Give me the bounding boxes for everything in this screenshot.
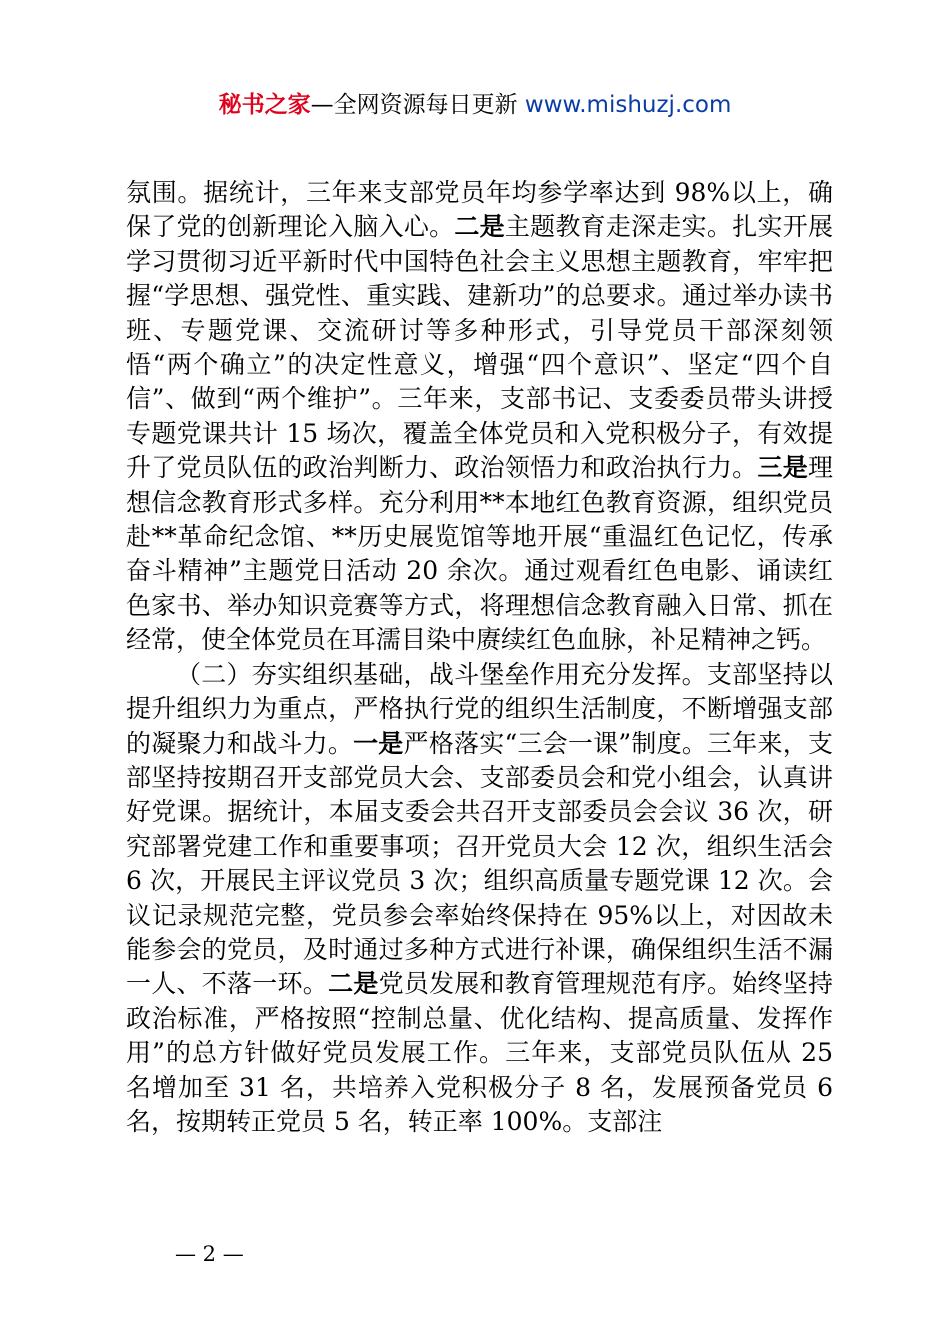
text-segment: 主题教育走深走实。扎实开展学习贯彻习近平新时代中国特色社会主义思想主题教育，牢牢把握“学思想、强党性、重实践、建新功”的总要求。通过举办读书班、专题党课、交流研讨等多种形式，引导党员干部深刻领悟“两个确立”的决定性意义，增强“四个意识”、坚定“四个自信”、做到“两个维护”。三年来，支部书记、支委委员带头讲授专题党课共计 15 场次，覆盖全体党员和入党积极分子，有效提升了党员队伍的政治判断力、政治领悟力和政治执行力。 xyxy=(126,212,833,483)
bold-lead: 二是 xyxy=(454,212,505,242)
text-segment: （二）夯实组织基础，战斗堡垒作用充分发挥。支部坚持以提升组织力为重点，严格执行党的组织生活制度，不断增强支部的凝聚力和战斗力。 xyxy=(126,659,833,758)
brand-name: 秘书之家 xyxy=(218,92,311,118)
text-segment: 氛围。据统计，三年来支部党员年均参学率达到 98%以上，确保了党的创新理论入脑入心。 xyxy=(126,178,833,242)
text-segment: 理想信念教育形式多样。充分利用**本地红色教育资源，组织党员赴**革命纪念馆、**历史展览馆等地开展“重温红色记忆，传承奋斗精神”主题党日活动 20 余次。通过观看红色电影、诵读红色家书、举办知识竞赛等方式，将理想信念教育融入日常、抓在经常，使全体党员在耳濡目染中赓续红色血脉，补足精神之钙。 xyxy=(126,453,833,655)
paragraph-1 xyxy=(126,176,833,658)
bold-lead: 二是 xyxy=(328,969,379,999)
text-segment: 党员发展和教育管理规范有序。始终坚持政治标准，严格按照“控制总量、优化结构、提高质量、发挥作用”的总方针做好党员发展工作。三年来，支部党员队伍从 25 名增加至 31 名，共培养入党积极分子 8 名，发展预备党员 6 名，按期转正党员 5 名，转正率 100%。支部注 xyxy=(126,969,833,1136)
site-url-link[interactable]: www.mishuzj.com xyxy=(524,92,732,118)
paragraph-2 xyxy=(126,658,833,1140)
bold-lead: 一是 xyxy=(353,728,404,758)
text-segment: 严格落实“三会一课”制度。三年来，支部坚持按期召开支部党员大会、支部委员会和党小组会，认真讲好党课。据统计，本届支委会共召开支部委员会会议 36 次，研究部署党建工作和重要事项；召开党员大会 12 次，组织生活会 6 次，开展民主评议党员 3 次；组织高质量专题党课 12 次。会议记录规范完整，党员参会率始终保持在 95%以上，对因故未能参会的党员，及时通过多种方式进行补课，确保组织生活不漏一人、不落一环。 xyxy=(126,728,833,999)
bold-lead: 三是 xyxy=(757,453,808,483)
page-number: — 2 — xyxy=(175,1242,244,1266)
site-header xyxy=(0,90,950,120)
header-tagline: —全网资源每日更新 xyxy=(310,92,525,118)
document-body xyxy=(126,176,833,1139)
